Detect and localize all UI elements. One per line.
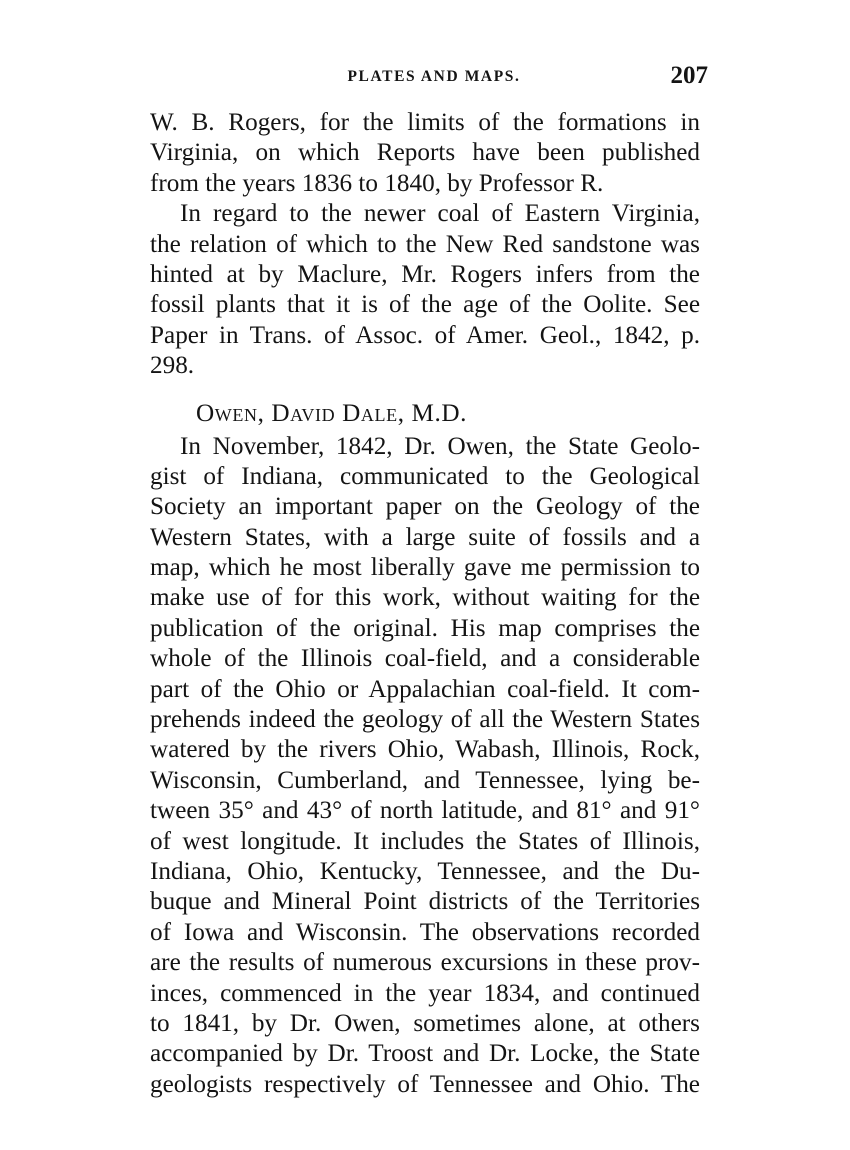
text-line: from the years 1836 to 1840, by Professor R.	[150, 169, 604, 197]
text-line: In regard to the newer coal of Eastern Virginia,	[180, 200, 700, 228]
section-heading: Owen, David Dale, M.D.	[196, 399, 468, 427]
text-line: Society an important paper on the Geology of the	[150, 493, 700, 521]
text-line: Western States, with a large suite of fossils and a	[150, 523, 700, 551]
text-line: tween 35° and 43° of north latitude, and 81° and 91°	[150, 797, 700, 825]
text-line: In November, 1842, Dr. Owen, the State Geolo-	[180, 432, 700, 460]
text-line: fossil plants that it is of the age of the Oolite. See	[150, 291, 700, 319]
text-line: part of the Ohio or Appalachian coal-field. It com-	[150, 675, 700, 703]
text-line: are the results of numerous excursions in these prov-	[150, 949, 700, 977]
text-line: Paper in Trans. of Assoc. of Amer. Geol., 1842, p.	[150, 321, 700, 349]
text-line: to 1841, by Dr. Owen, sometimes alone, at others	[150, 1009, 700, 1037]
text-line: Wisconsin, Cumberland, and Tennessee, lying be-	[150, 766, 700, 794]
body-text	[150, 108, 700, 1100]
text-line: accompanied by Dr. Troost and Dr. Locke, the State	[150, 1040, 700, 1068]
text-line: publication of the original. His map comprises the	[150, 614, 700, 642]
text-line: geologists respectively of Tennessee and Ohio. The	[150, 1070, 700, 1098]
text-line: 298.	[150, 352, 195, 380]
text-line: inces, commenced in the year 1834, and continued	[150, 979, 700, 1007]
text-line: watered by the rivers Ohio, Wabash, Illinois, Rock,	[150, 736, 700, 764]
page-number: 207	[670, 62, 708, 89]
text-line: of west longitude. It includes the States of Illinois,	[150, 827, 700, 855]
text-line: of Iowa and Wisconsin. The observations recorded	[150, 918, 700, 946]
text-line: the relation of which to the New Red sandstone was	[150, 230, 700, 258]
text-line: buque and Mineral Point districts of the Territories	[150, 888, 700, 916]
text-line: Virginia, on which Reports have been published	[150, 139, 700, 167]
text-line: hinted at by Maclure, Mr. Rogers infers from the	[150, 260, 700, 288]
running-title: PLATES AND MAPS.	[347, 68, 521, 85]
text-line: whole of the Illinois coal-field, and a considerable	[150, 645, 700, 673]
text-line: prehends indeed the geology of all the Western States	[150, 706, 700, 734]
text-line: Indiana, Ohio, Kentucky, Tennessee, and the Du-	[150, 857, 700, 885]
section-gap	[150, 382, 700, 396]
running-head	[160, 62, 708, 92]
text-line: W. B. Rogers, for the limits of the formations in	[150, 109, 700, 136]
text-line: make use of for this work, without waiting for the	[150, 584, 700, 612]
text-line: gist of Indiana, communicated to the Geological	[150, 462, 700, 490]
text-line: map, which he most liberally gave me permission to	[150, 554, 700, 582]
